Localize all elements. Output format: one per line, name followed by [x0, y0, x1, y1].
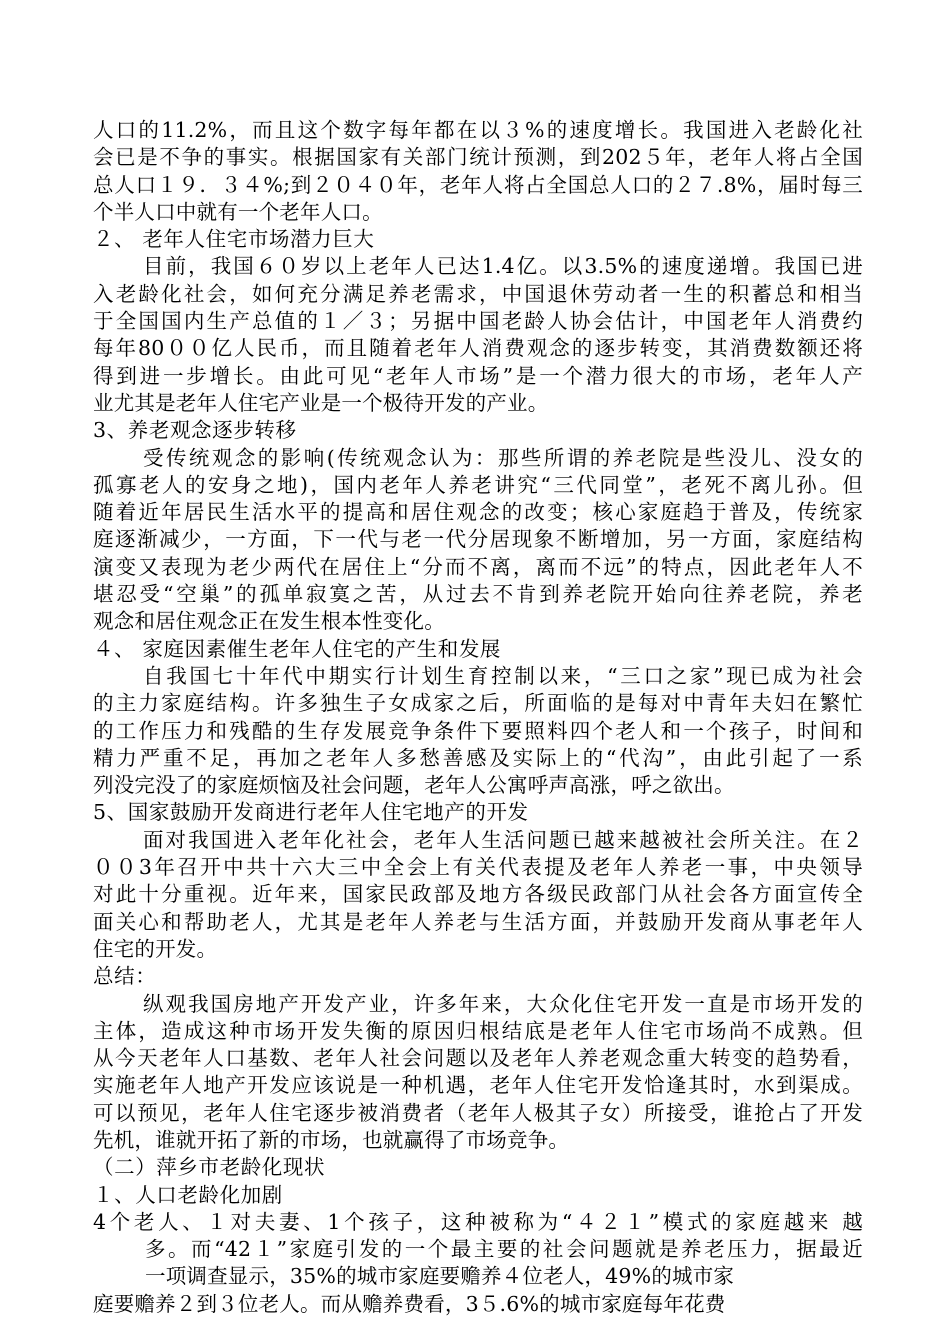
text-line: 自我国七十年代中期实行计划生育控制以来，“三口之家”现已成为社会 — [143, 663, 863, 688]
text-line: 对此十分重视。近年来，国家民政部及地方各级民政部门从社会各方面宣传全 — [93, 882, 863, 907]
text-line: 观念和居住观念正在发生根本性变化。 — [93, 609, 445, 634]
text-line: 目前，我国６０岁以上老年人已达1.4亿。以3.5%的速度递增。我国已进 — [143, 254, 863, 279]
text-line: 总人口１９．３４%;到２０４０年，老年人将占全国总人口的２７.8%，届时每三 — [93, 172, 863, 197]
text-line: 业尤其是老年人住宅产业是一个极待开发的产业。 — [93, 390, 549, 415]
text-line: 入老龄化社会，如何充分满足养老需求，中国退休劳动者一生的积蓄总和相当 — [93, 281, 863, 306]
section-heading: （二）萍乡市老龄化现状 — [93, 1155, 326, 1180]
text-line: 受传统观念的影响(传统观念认为：那些所谓的养老院是些没儿、没女的 — [143, 445, 863, 470]
section-heading: ４、 家庭因素催生老年人住宅的产生和发展 — [93, 636, 502, 661]
text-line: 庭逐渐减少，一方面，下一代与老一代分居现象不断增加，另一方面，家庭结构 — [93, 527, 863, 552]
text-line: 会已是不争的事实。根据国家有关部门统计预测，到202５年，老年人将占全国 — [93, 145, 863, 170]
section-heading: 5、国家鼓励开发商进行老年人住宅地产的开发 — [93, 800, 529, 825]
text-line: 多。而“42１”家庭引发的一个最主要的社会问题就是养老压力，据最近 — [145, 1237, 863, 1262]
text-line: 4个老人、１对夫妻、1个孩子，这种被称为“４２１”模式的家庭越来 越 — [93, 1209, 863, 1234]
text-line: 演变又表现为老少两代在居住上“分而不离，离而不远”的特点，因此老年人不 — [93, 554, 863, 579]
text-line: ００3年召开中共十六大三中全会上有关代表提及老年人养老一事，中央领导 — [93, 855, 863, 880]
section-heading: 3、养老观念逐步转移 — [93, 418, 297, 443]
text-line: 的工作压力和残酷的生存发展竞争条件下要照料四个老人和一个孩子，时间和 — [93, 718, 863, 743]
text-line: 个半人口中就有一个老年人口。 — [93, 199, 383, 224]
text-line: 住宅的开发。 — [93, 936, 218, 961]
text-line: 列没完没了的家庭烦恼及社会问题，老年人公寓呼声高涨，呼之欲出。 — [93, 773, 735, 798]
text-line: 可以预见，老年人住宅逐步被消费者（老年人极其子女）所接受，谁抢占了开发 — [93, 1100, 863, 1125]
text-line: 每年80００亿人民币，而且随着老年人消费观念的逐步转变，其消费数额还将 — [93, 336, 863, 361]
text-line: 堪忍受“空巢”的孤单寂寞之苦，从过去不肯到养老院开始向往养老院，养老 — [93, 582, 863, 607]
text-line: 主体，造成这种市场开发失衡的原因归根结底是老年人住宅市场尚不成熟。但 — [93, 1018, 863, 1043]
text-line: 于全国国内生产总值的１／３；另据中国老龄人协会估计，中国老年人消费约 — [93, 309, 863, 334]
document-page — [93, 117, 863, 1318]
text-line: 庭要赡养２到３位老人。而从赡养费看，3５.6%的城市家庭每年花费 — [93, 1291, 726, 1316]
text-line: 面关心和帮助老人，尤其是老年人养老与生活方面，并鼓励开发商从事老年人 — [93, 909, 863, 934]
text-line: 纵观我国房地产开发产业，许多年来，大众化住宅开发一直是市场开发的 — [143, 991, 863, 1016]
text-line: 孤寡老人的安身之地)，国内老年人养老讲究“三代同堂”，老死不离儿孙。但 — [93, 472, 863, 497]
text-line: 人口的11.2%，而且这个数字每年都在以３%的速度增长。我国进入老龄化社 — [93, 118, 863, 142]
section-heading: １、人口老龄化加剧 — [93, 1182, 283, 1207]
text-line: 从今天老年人口基数、老年人社会问题以及老年人养老观念重大转变的趋势看， — [93, 1046, 863, 1071]
text-line: 随着近年居民生活水平的提高和居住观念的改变；核心家庭趋于普及，传统家 — [93, 500, 863, 525]
text-line: 精力严重不足，再加之老年人多愁善感及实际上的“代沟”，由此引起了一系 — [93, 745, 863, 770]
section-heading: ２、 老年人住宅市场潜力巨大 — [93, 227, 375, 252]
text-line: 得到进一步增长。由此可见“老年人市场”是一个潜力很大的市场，老年人产 — [93, 363, 863, 388]
text-line: 先机，谁就开拓了新的市场，也就赢得了市场竞争。 — [93, 1127, 570, 1152]
section-heading: 总结： — [93, 964, 157, 989]
text-line: 一项调查显示，35%的城市家庭要赡养４位老人，49%的城市家 — [145, 1264, 735, 1289]
text-line: 面对我国进入老年化社会，老年人生活问题已越来越被社会所关注。在２ — [143, 827, 863, 852]
text-line: 的主力家庭结构。许多独生子女成家之后，所面临的是每对中青年夫妇在繁忙 — [93, 691, 863, 716]
text-line: 实施老年人地产开发应该说是一种机遇，老年人住宅开发恰逢其时，水到渠成。 — [93, 1073, 863, 1098]
